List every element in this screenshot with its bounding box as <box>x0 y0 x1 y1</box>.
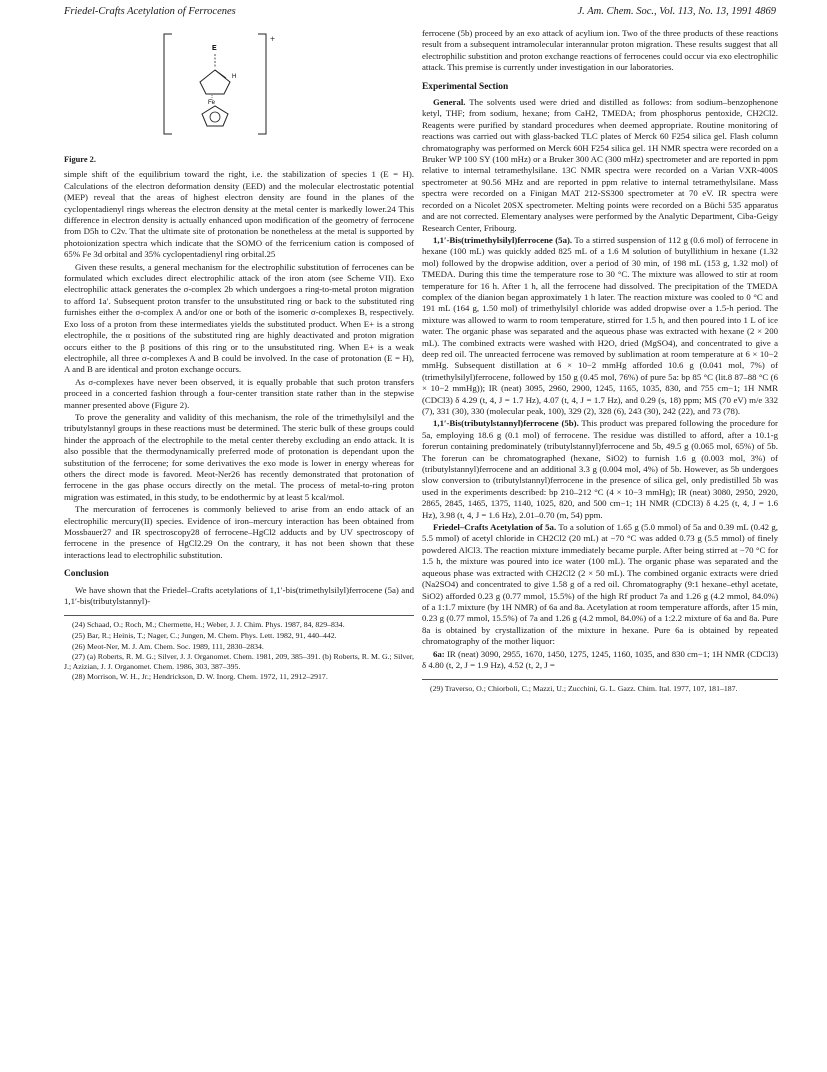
runin-title: 1,1′-Bis(trimethylsilyl)ferrocene (5a). <box>433 234 573 245</box>
right-column <box>422 28 778 695</box>
ferrocene-structure-drawing <box>160 30 280 140</box>
reference: (29) Traverso, O.; Chiorboli, C.; Mazzi, U.; Zucchini, G. L. Gazz. Chim. Ital. 1977, 107, 181–187. <box>430 684 738 694</box>
paragraph-6a <box>422 649 778 672</box>
reference: (24) Schaad, O.; Roch, M.; Chermette, H.; Weber, J. J. Chim. Phys. 1987, 84, 829–834. <box>72 620 345 630</box>
paragraph-5b <box>422 418 778 521</box>
paragraph-5a <box>422 235 778 418</box>
runin-title: Friedel–Crafts Acetylation of 5a. <box>433 522 557 533</box>
paragraph-body: To a stirred suspension of 112 g (0.6 mol) of ferrocene in hexane (100 mL) was quickly added 825 mL of a 1.6 M solution of butyllithium in hexane (1.32 mol) followed by the dropwise addition, over a period of 30 min, of 198 mL (153 g, 1.32 mol) of TMEDA. During this time the temperature rose to 30 °C. The mixture was allowed to stir at room temperature for 16 h. After 1 h, all the ferrocene had dissolved. The precipitation of the TMEDA complex of the dianion began approximately 1 h later. The reaction mixture was cooled to 0 °C and 191 mL (164 g, 1.50 mol) of trimethylsilyl chloride was added dropwise over a 1.5-h period. The mixture was allowed to warm to room temperature, stirred for 1.5 h, and then poured into 1 L of ice water. The organic phase was separated and the aqueous phase was extracted with hexane (2 × 200 mL). The combined extracts were washed with H2O, dried (MgSO4), and concentrated to give a deep red oil. The unreacted ferrocene was removed by sublimation at room temperature at 6 × 10−2 mmHg. Subsequent distillation at 6 × 10−2 mmHg afforded 10.6 g (0.041 mol, 7%) of (trimethylsilyl)ferrocene, followed by 150 g (0.45 mol, 76%) of pure 5a: bp 85 °C (lit.8 87–88 °C (6 × 10−2 mmHg)); IR (neat) 3095, 2960, 2900, 1245, 1165, 1035, 830, and 755 cm−1; 1H NMR (CDCl3) δ 4.29 (t, 4, J = 1.7 Hz), 4.07 (t, 4, J = 1.7 Hz), and 0.29 (s, 18) ppm; MS (70 eV) m/e 332 (7), 331 (30), 330 (molecular peak, 100), 329 (2), 328 (6), 243 (30), 242 (22), and 73 (78). <box>422 234 778 416</box>
e-label: E <box>212 45 217 52</box>
reference: (26) Meot-Ner, M. J. Am. Chem. Soc. 1989, 111, 2830–2834. <box>72 641 264 651</box>
reference: (25) Bar, R.; Heinis, T.; Nager, C.; Jungen, M. Chem. Phys. Lett. 1982, 91, 440–442. <box>72 631 337 641</box>
paragraph-body: The solvents used were dried and distilled as follows: from sodium–benzophenone ketyl, THF; from sodium, hexane; from CaH2, TMEDA; from phosphorus pentoxide, CH2Cl2. Reagents were purified by standard procedures when deemed appropriate. Routine monitoring of reactions was carried out with glass-backed TLC plates of Merck 60 F254 silica gel. Flash column chromatography was performed on Merck 60H F254 silica gel. 1H NMR spectra were recorded on a Bruker WP 100 SY (100 mHz) or a Bruker 300 AC (300 mHz) spectrometer and are reported in ppm relative to internal tetramethylsilane. 13C NMR spectra were recorded on a Varian VXR-400S spectrometer at 90.56 MHz and are reported in ppm relative to internal tetramethylsilane. Mass spectra were recorded on a Finigan MAT 212-SS300 spectrometer at 70 eV. IR spectra were recorded on a Nicolet 20SX spectrometer. Melting points were recorded on a Büchi 535 apparatus and are not corrected. Elementary analyses were performed by the Analytic Department, Ciba-Geigy Research Center, Fribourg. <box>422 97 778 233</box>
reference: (27) (a) Roberts, R. M. G.; Silver, J. J. Organomet. Chem. 1981, 209, 385–391. (b) Roberts, R. M. G.; Silver, J.; Azizian, J. J. Organomet. Chem. 1986, 303, 387–395. <box>64 652 414 671</box>
fe-label: Fe <box>208 100 216 106</box>
charge-label: + <box>270 34 276 44</box>
paragraph: ferrocene (5b) proceed by an exo attack of acylium ion. Two of the three products of these reactions result from a subsequent intramolecular interannular proton migration. These results suggest that all electrophilic substition and proton exchange reactions of ferrocenes could occur via exo electrophilic attack. This premise is currently under investigation in our laboratories. <box>422 28 778 73</box>
paragraph: The mercuration of ferrocenes is commonly believed to arise from an endo attack of an electrophilic mercury(II) species. Evidence of iron–mercury interaction has been obtained from Mossbauer27 and IR spectroscopy28 of ferrocene–HgCl2 adducts and by UV spectroscopy of ferrocene in the presence of HgCl2.29 On the contrary, it has not been shown that these interactions lead to electrophilic substitution. <box>64 504 414 560</box>
references-left <box>64 615 414 682</box>
paragraph-general <box>422 97 778 234</box>
references-right <box>422 679 778 694</box>
paragraph-body: To a solution of 1.65 g (5.0 mmol) of 5a and 0.39 mL (0.42 g, 5.5 mmol) of acetyl chloride in CH2Cl2 (20 mL) at −70 °C was added 0.73 g (5.5 mmol) of finely powdered AlCl3. The reaction mixture immediately became purple. After being stirred at −70 °C for 1.5 h, the mixture was poured into ice water (100 mL). The organic phase was separated and the aqueous phase was extracted with CH2Cl2 (2 × 50 mL). The combined organic extracts were dried (Na2SO4) and concentrated to give 1.58 g of a red oil. Chromatography (9:1 hexane–ethyl acetate, SiO2) afforded 0.23 g (0.77 mmol, 15.5%) of the high Rf product 7a and 1.26 g (4.2 mmol, 84.0%) of a 1:1.7 mixture (by 1H NMR) of 6a and 8a. Acetylation at room temperature affords, after 15 min, 0.23 g (0.77 mmol, 15.5%) of 7a and 1.26 g (4.2 mmol, 84.0%) of a 1:2.2 mixture of 6a and 8a. Pure 8a is obtained by crystallization of the mixture in hexane. Pure 6a is obtained by repeated chromatography of the mother liquor: <box>422 522 778 647</box>
paragraph: simple shift of the equilibrium toward the right, i.e. the stabilization of species 1 (E = H). Calculations of the electron deformation density (EED) and the molecular electrostatic potential (MEP) reveal that the areas of highest electron density are found in the planes of the cyclopentadienyl rings whereas the electron density at the metal center is markedly lower.24 This difference in electron density is actually enhanced upon modification of the geometry of ferrocene from D5h to C2v. That the ultimate site of protonation be nonetheless at the metal is supported by photoionization spectra which indicate that the SOMO of the ferricenium cation is composed of 65% Fe 3d orbital and 35% cyclopentadienyl ring orbital.25 <box>64 169 414 260</box>
figure-caption: Figure 2. <box>64 155 96 164</box>
header-title: Friedel-Crafts Acetylation of Ferrocenes <box>64 6 236 17</box>
conclusion-heading: Conclusion <box>64 569 109 580</box>
header-journal: J. Am. Chem. Soc., Vol. 113, No. 13, 1991 4869 <box>577 6 776 17</box>
runin-title: 1,1′-Bis(tributylstannyl)ferrocene (5b). <box>433 418 579 429</box>
reference: (28) Morrison, W. H., Jr.; Hendrickson, D. W. Inorg. Chem. 1972, 11, 2912–2917. <box>72 672 328 682</box>
paragraph: To prove the generality and validity of this mechanism, the role of the trimethylsilyl and the tributylstannyl groups in these reactions must be determined. The steric bulk of these groups could hinder the approach of the electrophile to the metal center thereby excluding an endo attack. It is also possible that the thermodynamically preferred mode of protonation is dependant upon the substitution of the ferrocene; for some derivatives the exo mode is lower in energy whereas for others the direct mode is favored. Meot-Ner26 has recently demonstrated that protonation of ferrocene in the gas phase occurs directly on the metal. The process of metal-to-ring proton migration was estimated, in this study, to be endothermic by at least 5 kcal/mol. <box>64 411 414 502</box>
runin-title: 6a: <box>433 648 445 659</box>
paragraph-acetylation <box>422 522 778 647</box>
paragraph-body: IR (neat) 3090, 2955, 1670, 1450, 1275, 1245, 1160, 1035, and 830 cm−1; 1H NMR (CDCl3) δ 4.80 (t, 2, J = 1.9 Hz), 4.52 (t, 2, J = <box>422 648 779 670</box>
runin-title: General. <box>433 97 466 108</box>
running-header <box>64 6 776 22</box>
paragraph-body: This product was prepared following the procedure for 5a, employing 18.6 g (0.1 mol) of ferrocene. The residue was distilled to afford, after a 10.1-g forerun containing predominately (tributylstannyl)ferrocene and 5b, 49.5 g (0.065 mol, 65%) of 5b. The forerun can be chromatographed (hexane, SiO2) to furnish 1.6 g (0.003 mol, 3%) of (tributylstannyl)ferrocene and an additional 3.3 g (0.004 mol, 4%) of 5b. However, as 5b undergoes slow conversion to (tributylstannyl)ferrocene in the presence of silica gel, only predistilled 5b was used in the experiments described: bp 210–212 °C (4 × 10−3 mmHg); IR (neat) 3080, 2950, 2920, 2865, 2845, 1465, 1375, 1140, 1025, 820, and 500 cm−1; 1H NMR (CDCl3) δ 4.25 (t, 4, J = 1.6 Hz), 3.98 (t, 4, J = 1.6 Hz), 2.01–0.70 (m, 54) ppm. <box>422 418 778 520</box>
paragraph: As σ-complexes have never been observed, it is equally probable that such proton transfers proceed in a concerted fashion through a four-center transition state rather than in the stepwise manner presented above (Figure 2). <box>64 376 414 410</box>
left-column <box>64 28 414 683</box>
h-label: H <box>232 74 237 80</box>
paragraph: Given these results, a general mechanism for the electrophilic substitution of ferrocenes can be formulated which excludes direct electrophilic attack of the iron atom (see Scheme VII). Exo electrophilic attack generates the σ-complex 2b which undergoes a ring-to-metal proton migration to afford 1a′. Subsequent proton transfer to the unsubstituted ring or back to the substituted ring furnishes either the σ-complex A and/or one or both of the isomeric σ-complexes B, respectively. Exo loss of a proton from these intermediates yields the substituted product. When E+ is a strong electrophile, the α positions of the substituted ring are highly deactivated and proton migration occurs either to the β positions of this ring or to the unsubstituted ring. When E+ is a weak electrophile, all three σ-complexes A and B could be involved. In the case of protonation (E = H), A and B are identical and proton exchange occurs. <box>64 261 414 375</box>
figure-2 <box>64 28 414 148</box>
conclusion-paragraph: We have shown that the Friedel–Crafts acetylations of 1,1′-bis(trimethylsilyl)ferrocene (5a) and 1,1′-bis(tributylstannyl)- <box>64 584 414 607</box>
experimental-heading: Experimental Section <box>422 81 509 92</box>
